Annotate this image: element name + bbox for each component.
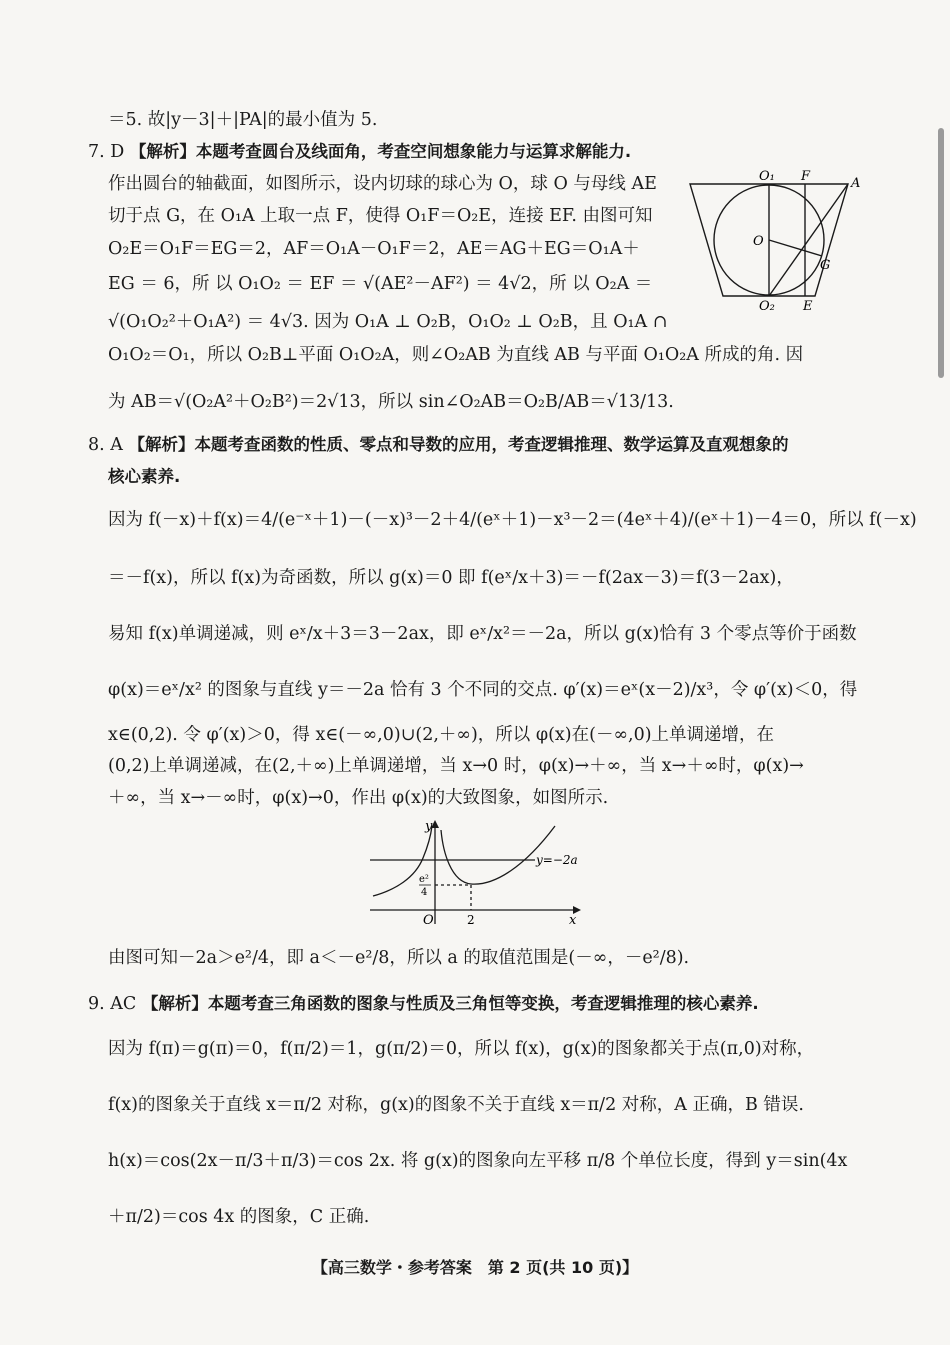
segment-og	[769, 240, 822, 256]
text-line-7g: 为 AB＝√(O₂A²＋O₂B²)＝2√13，所以 sin∠O₂AB＝O₂B/AB＝√13/13.	[108, 392, 674, 412]
text-line-7b: 切于点 G，在 O₁A 上取一点 F，使得 O₁F＝O₂E，连接 EF. 由图可知	[108, 206, 653, 226]
text-line-8d: 易知 f(x)单调递减，则 eˣ/x＋3＝3－2ax，即 eˣ/x²＝－2a，所以 g(x)恰有 3 个零点等价于函数	[108, 624, 857, 644]
text-line-7c: O₂E＝O₁F＝EG＝2，AF＝O₁A－O₁F＝2，AE＝AG＋EG＝O₁A＋	[108, 239, 640, 259]
question-7-answer: 7. D	[88, 142, 125, 162]
text-line-7e: √(O₁O₂²＋O₁A²) ＝ 4√3. 因为 O₁A ⊥ O₂B，O₁O₂ ⊥ O₂B，且 O₁A ∩	[108, 312, 668, 332]
label-g: G	[820, 258, 831, 273]
text-line-7f: O₁O₂＝O₁，所以 O₂B⊥平面 O₁O₂A，则∠O₂AB 为直线 AB 与平面 O₁O₂A 所成的角. 因	[108, 345, 804, 365]
text-line-9c: h(x)＝cos(2x－π/3＋π/3)＝cos 2x. 将 g(x)的图象向左平移 π/8 个单位长度，得到 y＝sin(4x	[108, 1151, 848, 1171]
analysis-tag: 【解析】	[129, 142, 196, 161]
label-o1: O₁	[759, 169, 775, 184]
label-o2: O₂	[759, 299, 775, 314]
origin-label: O	[423, 913, 434, 928]
min-value-numerator: e²	[419, 874, 429, 885]
question-9-answer: 9. AC	[88, 994, 137, 1014]
line-label: y=−2a	[536, 853, 578, 867]
text-line-9a: 因为 f(π)＝g(π)＝0，f(π/2)＝1，g(π/2)＝0，所以 f(x)，g(x)的图象都关于点(π,0)对称，	[108, 1039, 815, 1059]
scrollbar-thumb[interactable]	[938, 128, 944, 378]
question-8-heading	[88, 433, 788, 457]
text-line-7d: EG ＝ 6，所 以 O₁O₂ ＝ EF ＝ √(AE²－AF²) ＝ 4√2，所 以 O₂A ＝	[108, 274, 653, 294]
text-line-8a: 核心素养.	[108, 467, 181, 486]
text-line-8e: φ(x)＝eˣ/x² 的图象与直线 y＝－2a 恰有 3 个不同的交点. φ′(x)＝eˣ(x－2)/x³，令 φ′(x)＜0，得	[108, 680, 858, 700]
text-line-8f: x∈(0,2). 令 φ′(x)＞0，得 x∈(－∞,0)∪(2,＋∞)，所以 φ(x)在(－∞,0)上单调递增，在	[108, 725, 775, 745]
label-a: A	[851, 176, 861, 191]
axis-label-x: x	[569, 913, 577, 928]
text-line-8h: ＋∞，当 x→－∞时，φ(x)→0，作出 φ(x)的大致图象，如图所示.	[108, 788, 609, 808]
min-value-denominator: 4	[421, 887, 428, 898]
question-9-heading	[88, 992, 759, 1016]
text-line-0: ＝5. 故|y－3|＋|PA|的最小值为 5.	[108, 110, 378, 130]
text-line-9b: f(x)的图象关于直线 x＝π/2 对称，g(x)的图象不关于直线 x＝π/2 对称，A 正确，B 错误.	[108, 1095, 804, 1115]
question-9-summary: 本题考查三角函数的图象与性质及三角恒等变换，考查逻辑推理的核心素养.	[207, 994, 759, 1013]
axis-label-y: y	[425, 819, 433, 834]
label-e: E	[803, 299, 813, 314]
label-o: O	[753, 234, 764, 249]
text-line-9d: ＋π/2)＝cos 4x 的图象，C 正确.	[108, 1207, 370, 1227]
frustum-section-figure	[685, 168, 870, 316]
tick-label-2: 2	[467, 913, 475, 927]
page-footer: 【高三数学・参考答案 第 2 页(共 10 页)】	[311, 1258, 639, 1277]
question-8-answer: 8. A	[88, 435, 123, 455]
analysis-tag: 【解析】	[141, 994, 208, 1013]
text-line-8i: 由图可知－2a＞e²/4，即 a＜－e²/8，所以 a 的取值范围是(－∞，－e²/8).	[108, 948, 690, 968]
analysis-tag: 【解析】	[128, 435, 195, 454]
phi-graph-figure	[365, 818, 585, 928]
label-f: F	[801, 169, 811, 184]
curve-left-branch	[373, 826, 432, 896]
question-7-heading	[88, 140, 631, 164]
question-7-summary: 本题考查圆台及线面角，考查空间想象能力与运算求解能力.	[195, 142, 632, 161]
text-line-7a: 作出圆台的轴截面，如图所示，设内切球的球心为 O，球 O 与母线 AE	[108, 174, 657, 194]
text-line-8g: (0,2)上单调递减，在(2,＋∞)上单调递增，当 x→0 时，φ(x)→＋∞，当 x→＋∞时，φ(x)→	[108, 756, 804, 776]
text-line-8b: 因为 f(－x)＋f(x)＝4/(e⁻ˣ＋1)－(－x)³－2＋4/(eˣ＋1)－x³－2＝(4eˣ＋4)/(eˣ＋1)－4＝0，所以 f(－x)	[108, 510, 917, 530]
text-line-8c: ＝－f(x)，所以 f(x)为奇函数，所以 g(x)＝0 即 f(eˣ/x＋3)＝－f(2ax－3)＝f(3－2ax)，	[108, 568, 794, 588]
question-8-summary: 本题考查函数的性质、零点和导数的应用，考查逻辑推理、数学运算及直观想象的	[194, 435, 789, 454]
